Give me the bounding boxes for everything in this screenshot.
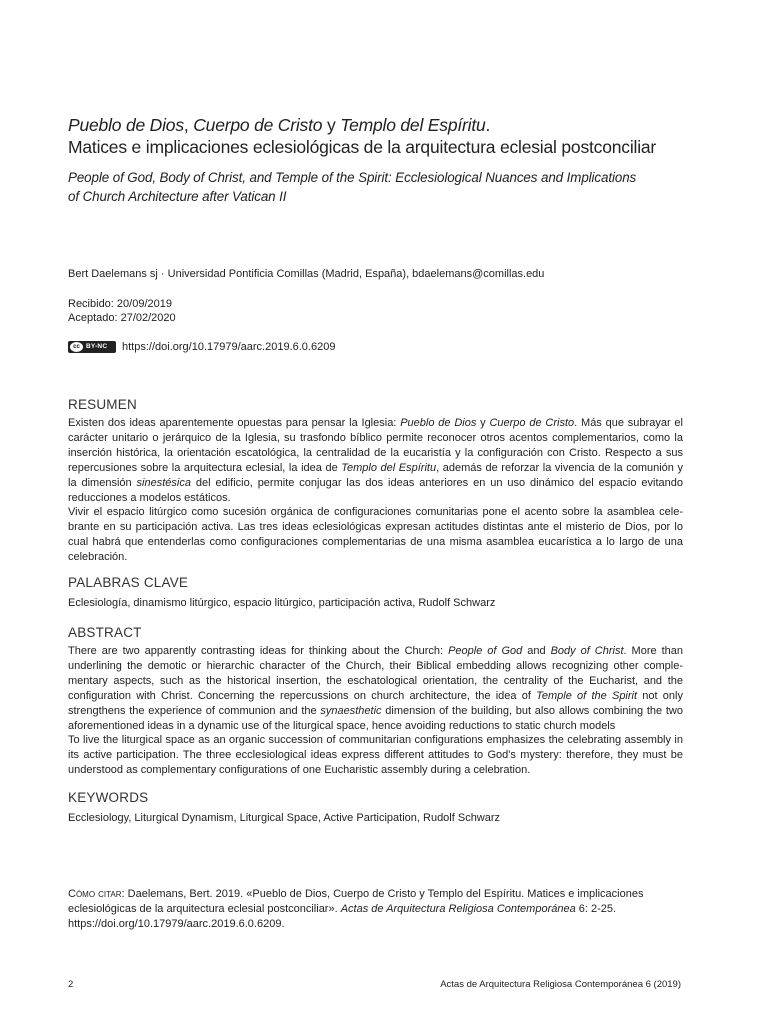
abstract-italic-3: Temple of the Spirit	[536, 689, 638, 702]
abstract-paragraph-2: To live the liturgical space as an organic succession of communitarian configurations emphasizes the celebrating assembly in its active participation. The three ecclesiological ideas express different attitudes to God's mystery: therefore, they must be understood as complementary configurations of one Eucharistic assembly during a celebration.	[68, 734, 683, 777]
abstract-text-d: not only strengthens the experience of communion and the	[68, 689, 683, 717]
citation-label: Cómo citar:	[68, 888, 125, 900]
spanish-subtitle: Matices e implicaciones eclesiológicas de la arquitectura eclesial postconciliar	[68, 137, 657, 157]
title-end: .	[485, 115, 491, 135]
english-title-line-2: of Church Architecture after Vatican II	[68, 189, 287, 204]
abstract-italic-4: synaesthetic	[320, 704, 382, 717]
abstract-heading: ABSTRACT	[68, 625, 142, 640]
abstract-italic-2: Body of Christ	[550, 645, 624, 657]
english-title-line-1: People of God, Body of Christ, and Temple of the Spirit: Ecclesiological Nuances and Implications	[68, 170, 637, 185]
title-part-cuerpo: Cuerpo de Cristo	[193, 115, 323, 135]
keywords-heading: KEYWORDS	[68, 790, 149, 805]
spanish-title-line	[68, 114, 683, 136]
abstract-paragraph-1	[68, 644, 683, 733]
resumen-text-d: , además de reforzar la vivencia de la comunión y la dimensión	[68, 461, 683, 489]
resumen-text-c: . Más que subrayar el carácter unitario o jerárquico de la Iglesia, su trasfondo bíblico permite reconocer otros acentos complementarios, como la inserción histórica, la orientación escatológica, la centralidad de la eucaristía y la configuración con Cristo. Respecto a sus repercusiones sobre la arquitectura eclesial, la idea de	[68, 417, 683, 474]
citation-doi-link[interactable]: https://doi.org/10.17979/aarc.2019.6.0.6209.	[68, 918, 285, 930]
resumen-italic-3: Templo del Espíritu	[341, 461, 437, 474]
cc-by-nc-license-icon[interactable]	[68, 341, 116, 353]
citation-text-b: 6: 2-25.	[575, 903, 617, 915]
resumen-italic-4: sinestésica	[136, 476, 191, 489]
resumen-text-a: Existen dos ideas aparentemente opuestas para pensar la Iglesia:	[68, 417, 401, 429]
abstract-text	[68, 644, 683, 778]
keywords-text: Ecclesiology, Liturgical Dynamism, Liturgical Space, Active Participation, Rudolf Schwarz	[68, 812, 501, 824]
palabras-clave-heading: PALABRAS CLAVE	[68, 575, 189, 590]
title-sep-1: ,	[183, 115, 194, 135]
resumen-heading: RESUMEN	[68, 397, 137, 412]
palabras-clave-text: Eclesiología, dinamismo litúrgico, espacio litúrgico, participación activa, Rudolf Schwarz	[68, 597, 496, 609]
license-doi-line	[68, 340, 683, 354]
page-number: 2	[68, 979, 74, 990]
license-badge-text: BY-NC	[86, 343, 108, 350]
resumen-paragraph-2: Vivir el espacio litúrgico como sucesión orgánica de configuraciones comunitarias pone el acento sobre la asamblea cele-brante en su participación activa. Las tres ideas eclesiológicas expresan actitudes distintas ante el misterio de Dios, por lo cual habrá que entenderlas como configuraciones complementarias de una misma asamblea eucarística a lo largo de una celebración.	[68, 506, 683, 564]
spanish-title	[68, 114, 683, 158]
resumen-italic-2: Cuerpo de Cristo	[489, 417, 575, 429]
english-title	[68, 168, 683, 206]
doi-link[interactable]: https://doi.org/10.17979/aarc.2019.6.0.6209	[122, 341, 336, 353]
resumen-paragraph-1	[68, 416, 683, 505]
resumen-text	[68, 416, 683, 565]
abstract-italic-1: People of God	[448, 645, 523, 657]
resumen-italic-1: Pueblo de Dios	[400, 417, 477, 429]
accepted-date: Aceptado: 27/02/2020	[68, 312, 176, 324]
cc-icon: cc	[70, 342, 83, 352]
abstract-text-e: dimension of the building, but also allows combining the two aforementioned ideas in a dynamic use of the liturgical space, hence avoiding reductions to static church models	[68, 704, 683, 732]
received-date: Recibido: 20/09/2019	[68, 298, 172, 310]
how-to-cite	[68, 887, 683, 932]
footer-journal-name: Actas de Arquitectura Religiosa Contemporánea 6 (2019)	[440, 979, 681, 990]
abstract-text-a: There are two apparently contrasting ideas for thinking about the Church:	[68, 645, 449, 657]
abstract-text-c: . More than underlining the demotic or hierarchic character of the Church, their Biblical embedding allows recognizing other comple-mentary aspects, such as the historical insertion, the eschatological orientation, the centrality of the Eucharist, and the configuration with Christ. Concerning the repercussions on church architecture, the idea of	[68, 645, 683, 702]
resumen-text-e: del edificio, permite conjugar las dos ideas anteriores en un uso dinámico del espacio evitando reducciones a modelos estáticos.	[68, 476, 683, 504]
submission-dates	[68, 297, 683, 325]
resumen-text-b: y	[476, 417, 490, 429]
title-part-templo: Templo del Espíritu	[340, 115, 486, 135]
title-sep-2: y	[322, 115, 341, 135]
abstract-text-b: and	[522, 645, 551, 657]
citation-text-a: Daelemans, Bert. 2019. «Pueblo de Dios, Cuerpo de Cristo y Templo del Espíritu. Matices e implicaciones eclesiológicas de la arquitectura eclesial postconciliar».	[68, 888, 644, 915]
citation-journal: Actas de Arquitectura Religiosa Contemporánea	[340, 903, 576, 915]
author-affiliation: Bert Daelemans sj · Universidad Pontificia Comillas (Madrid, España), bdaelemans@comillas.edu	[68, 268, 545, 280]
title-part-pueblo: Pueblo de Dios	[68, 115, 184, 135]
